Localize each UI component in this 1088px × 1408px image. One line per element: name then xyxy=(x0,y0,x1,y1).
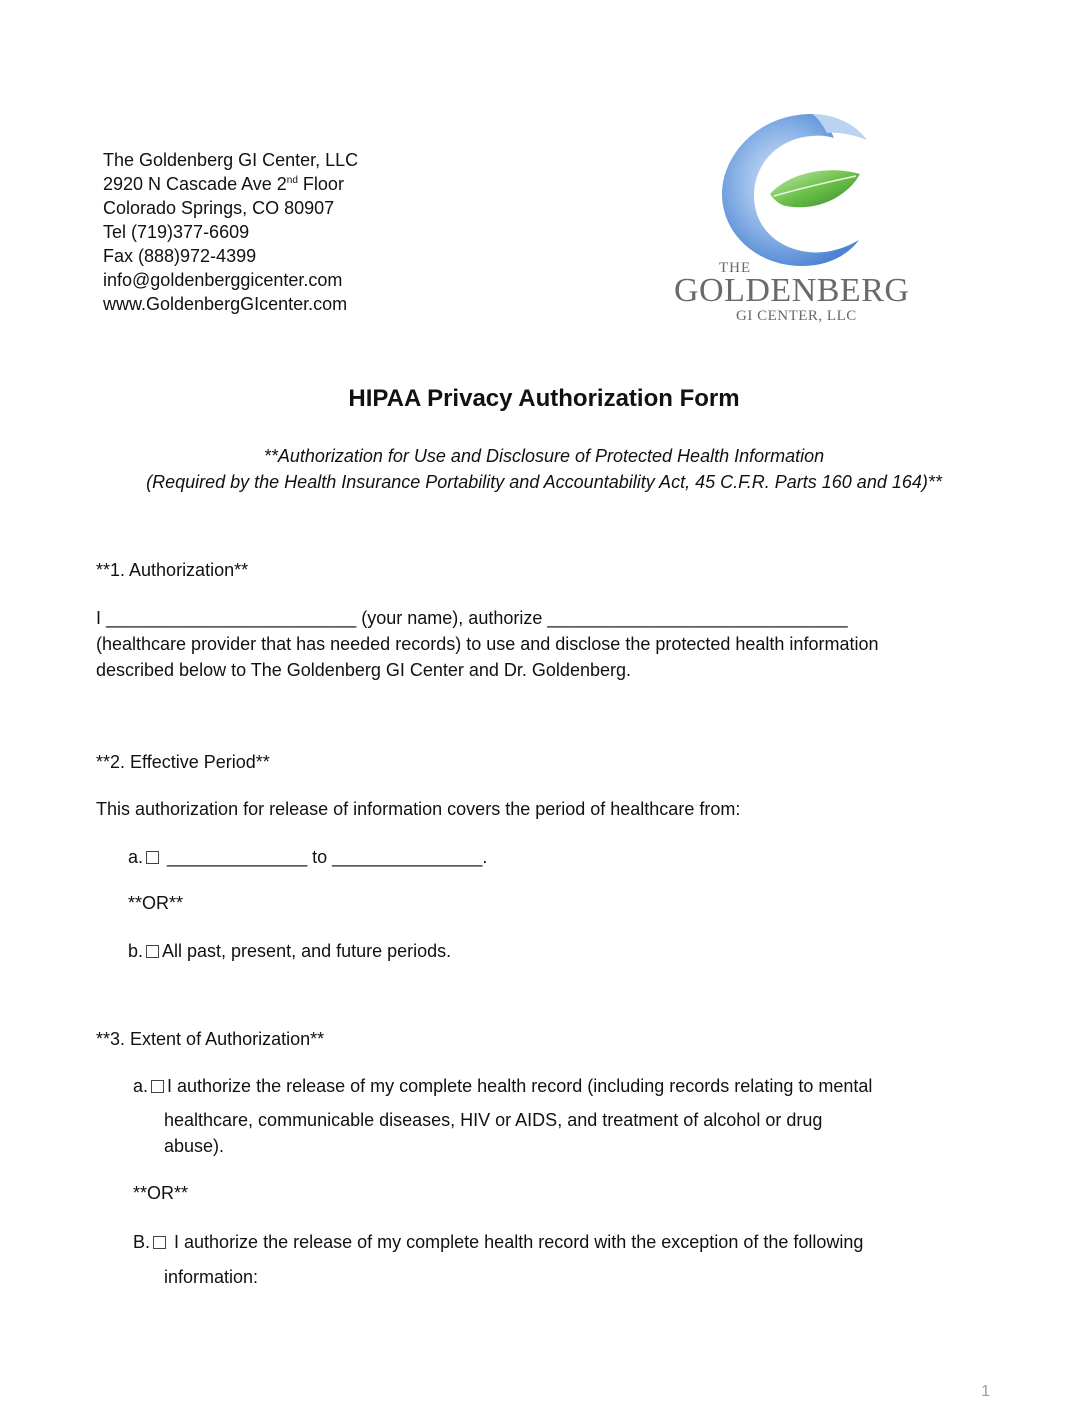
extent-option-b-line-2: information: xyxy=(164,1267,259,1287)
extent-a-checkbox[interactable] xyxy=(151,1080,164,1093)
logo-mark-icon xyxy=(662,108,932,328)
section-2-heading: **2. Effective Period** xyxy=(96,752,270,772)
fax-number: Fax (888)972-4399 xyxy=(103,246,257,266)
effective-period-option-b: b. All past, present, and future periods. xyxy=(128,941,452,961)
authorization-text-line-3: described below to The Goldenberg GI Center and Dr. Goldenberg. xyxy=(96,660,631,680)
option-a-checkbox[interactable] xyxy=(146,851,159,864)
section-1-heading: **1. Authorization** xyxy=(96,560,249,580)
extent-b-checkbox[interactable] xyxy=(153,1236,166,1249)
option-b-checkbox[interactable] xyxy=(146,945,159,958)
logo-text-the: THE xyxy=(719,260,752,276)
org-name: The Goldenberg GI Center, LLC xyxy=(103,150,359,170)
extent-option-a: a. I authorize the release of my complete health record (including records relating to mental xyxy=(133,1076,873,1096)
authorization-name-line: I _________________________ (your name), authorize ______________________________ xyxy=(96,608,848,628)
form-subtitle-2: (Required by the Health Insurance Portability and Accountability Act, 45 C.F.R. Parts 160 and 164)** xyxy=(146,472,942,492)
extent-option-a-line-2: healthcare, communicable diseases, HIV or AIDS, and treatment of alcohol or drug xyxy=(164,1110,823,1130)
email-address: info@goldenberggicenter.com xyxy=(103,270,343,290)
street-address: 2920 N Cascade Ave 2nd Floor xyxy=(103,174,344,194)
section-3-heading: **3. Extent of Authorization** xyxy=(96,1029,325,1049)
authorization-text-line-2: (healthcare provider that has needed records) to use and disclose the protected health information xyxy=(96,634,879,654)
effective-period-option-a: a. ______________ to _______________. xyxy=(128,847,488,867)
extent-option-a-line-3: abuse). xyxy=(164,1136,225,1156)
website-address: www.GoldenbergGIcenter.com xyxy=(103,294,348,314)
goldenberg-logo xyxy=(662,108,932,328)
form-title: HIPAA Privacy Authorization Form xyxy=(348,385,740,412)
page-number: 1 xyxy=(981,1383,990,1400)
logo-text-gi-center: GI CENTER, LLC xyxy=(736,308,857,324)
effective-period-intro: This authorization for release of information covers the period of healthcare from: xyxy=(96,799,741,819)
effective-period-or: **OR** xyxy=(128,893,184,913)
address-block xyxy=(103,148,358,316)
extent-option-b: B. I authorize the release of my complete health record with the exception of the following xyxy=(133,1232,864,1252)
extent-or: **OR** xyxy=(133,1183,189,1203)
form-subtitle-1: **Authorization for Use and Disclosure of Protected Health Information xyxy=(263,446,825,466)
logo-text-goldenberg: GOLDENBERG xyxy=(674,272,910,309)
phone-number: Tel (719)377-6609 xyxy=(103,222,250,242)
city-line: Colorado Springs, CO 80907 xyxy=(103,198,335,218)
